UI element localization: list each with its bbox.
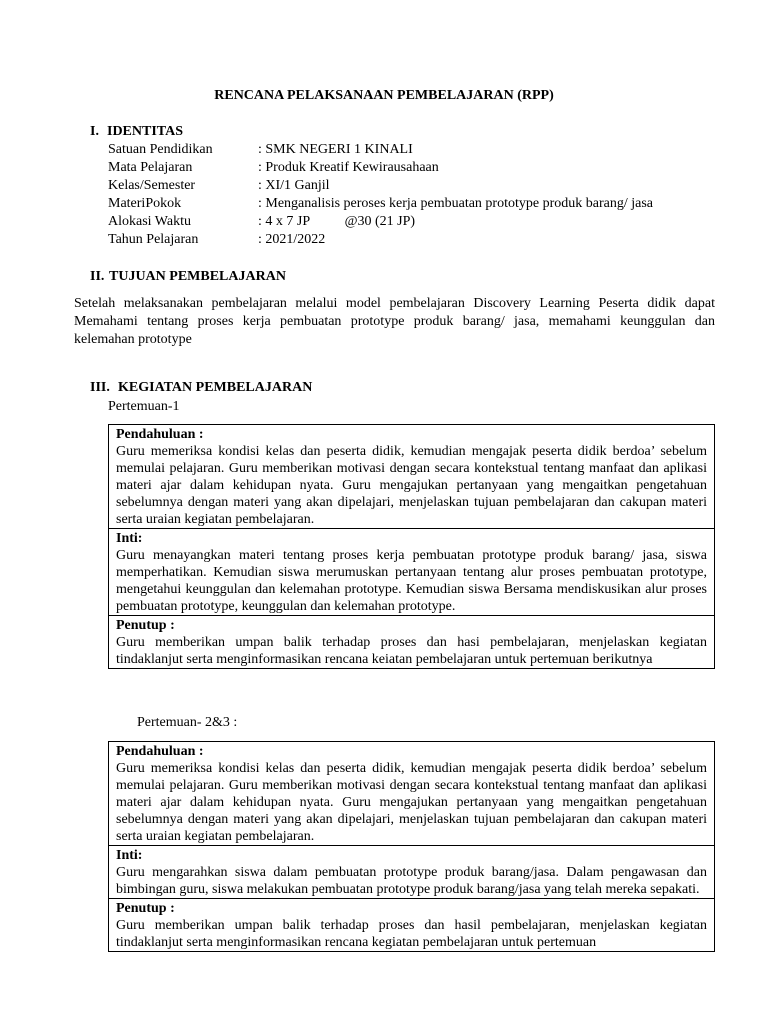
cell-text: Guru memeriksa kondisi kelas dan peserta didik, kemudian mengajak peserta didik berdoa’ sebelum memulai pelajaran. Guru memberikan motivasi dengan secara kontekstual tentang manfaat dan aplikasi materi ajar dalam kehidupan nyata. Guru mengajukan pertanyaan yang mengaitkan pengetahuan sebelumnya dengan materi yang akan dipelajari, menjelaskan tujuan pembelajaran dan cakupan materi serta uraian kegiatan pembelajaran. — [116, 444, 707, 527]
tujuan-paragraph: Setelah melaksanakan pembelajaran melalui model pembelajaran Discovery Learning Peserta didik dapat Memahami tentang proses kerja pembuatan prototype produk barang/ jasa, memahami keunggulan dan kelemahan prototype — [74, 296, 715, 347]
table-cell — [109, 846, 715, 899]
identity-value: : XI/1 Ganjil — [258, 178, 330, 193]
section-number: I. — [90, 124, 99, 139]
table-cell — [109, 742, 715, 846]
cell-heading: Penutup : — [116, 618, 175, 633]
identity-label: MateriPokok — [108, 196, 182, 211]
cell-text: Guru memberikan umpan balik terhadap proses dan hasil pembelajaran, menjelaskan kegiatan tindaklanjut serta menginformasikan rencana kegiatan pembelajaran untuk pertemuan — [116, 918, 707, 950]
cell-heading: Penutup : — [116, 901, 175, 916]
table-row — [109, 742, 715, 846]
section-number: II. — [90, 269, 105, 284]
section-title: KEGIATAN PEMBELAJARAN — [118, 380, 313, 395]
cell-heading: Inti: — [116, 848, 143, 863]
identity-value: : 4 x 7 JP @30 (21 JP) — [258, 214, 416, 229]
meeting-label: Pertemuan- 2&3 : — [137, 715, 238, 730]
meeting-label: Pertemuan-1 — [108, 399, 180, 414]
section-title: IDENTITAS — [107, 124, 183, 139]
cell-text: Guru memeriksa kondisi kelas dan peserta didik, kemudian mengajak peserta didik berdoa’ sebelum memulai pelajaran. Guru memberikan motivasi dengan secara kontekstual tentang manfaat dan aplikasi materi ajar dalam kehidupan nyata. Guru mengajukan pertanyaan yang mengaitkan pengetahuan sebelumnya dengan materi yang akan dipelajari, menjelaskan tujuan pembelajaran dan cakupan materi serta uraian kegiatan pembelajaran. — [116, 761, 707, 844]
document-title: RENCANA PELAKSANAAN PEMBELAJARAN (RPP) — [214, 88, 554, 103]
identity-label: Mata Pelajaran — [108, 160, 193, 175]
table-row — [109, 899, 715, 952]
identity-value: : Menganalisis peroses kerja pembuatan prototype produk barang/ jasa — [258, 196, 653, 211]
section-number: III. — [90, 380, 110, 395]
activity-table-meeting-2-3 — [108, 741, 715, 952]
cell-heading: Pendahuluan : — [116, 744, 204, 759]
cell-text: Guru menayangkan materi tentang proses kerja pembuatan prototype produk barang/ jasa, siswa memperhatikan. Kemudian siswa merumuskan pertanyaan tentang alur proses pembuatan prototype, mengetahui keunggulan dan kelemahan prototype. Kemudian siswa Bersama mendiskusikan alur proses pembuatan prototype, keunggulan dan kelemahan prototype. — [116, 548, 707, 614]
table-cell — [109, 899, 715, 952]
cell-heading: Inti: — [116, 531, 143, 546]
cell-text: Guru memberikan umpan balik terhadap proses dan hasi pembelajaran, menjelaskan kegiatan tindaklanjut serta menginformasikan rencana keiatan pembelajaran untuk pertemuan berikutnya — [116, 635, 707, 667]
identity-value: : 2021/2022 — [258, 232, 326, 247]
identity-value: : SMK NEGERI 1 KINALI — [258, 142, 413, 157]
identity-label: Kelas/Semester — [108, 178, 196, 193]
identity-value: : Produk Kreatif Kewirausahaan — [258, 160, 439, 175]
cell-heading: Pendahuluan : — [116, 427, 204, 442]
section-title: TUJUAN PEMBELAJARAN — [109, 269, 286, 284]
cell-text: Guru mengarahkan siswa dalam pembuatan prototype produk barang/jasa. Dalam pengawasan dan bimbingan guru, siswa melakukan pembuatan prototype produk barang/jasa yang telah mereka sepakati. — [116, 865, 707, 897]
identity-label: Alokasi Waktu — [108, 214, 191, 229]
identity-label: Satuan Pendidikan — [108, 142, 213, 157]
identity-label: Tahun Pelajaran — [108, 232, 199, 247]
table-row — [109, 846, 715, 899]
